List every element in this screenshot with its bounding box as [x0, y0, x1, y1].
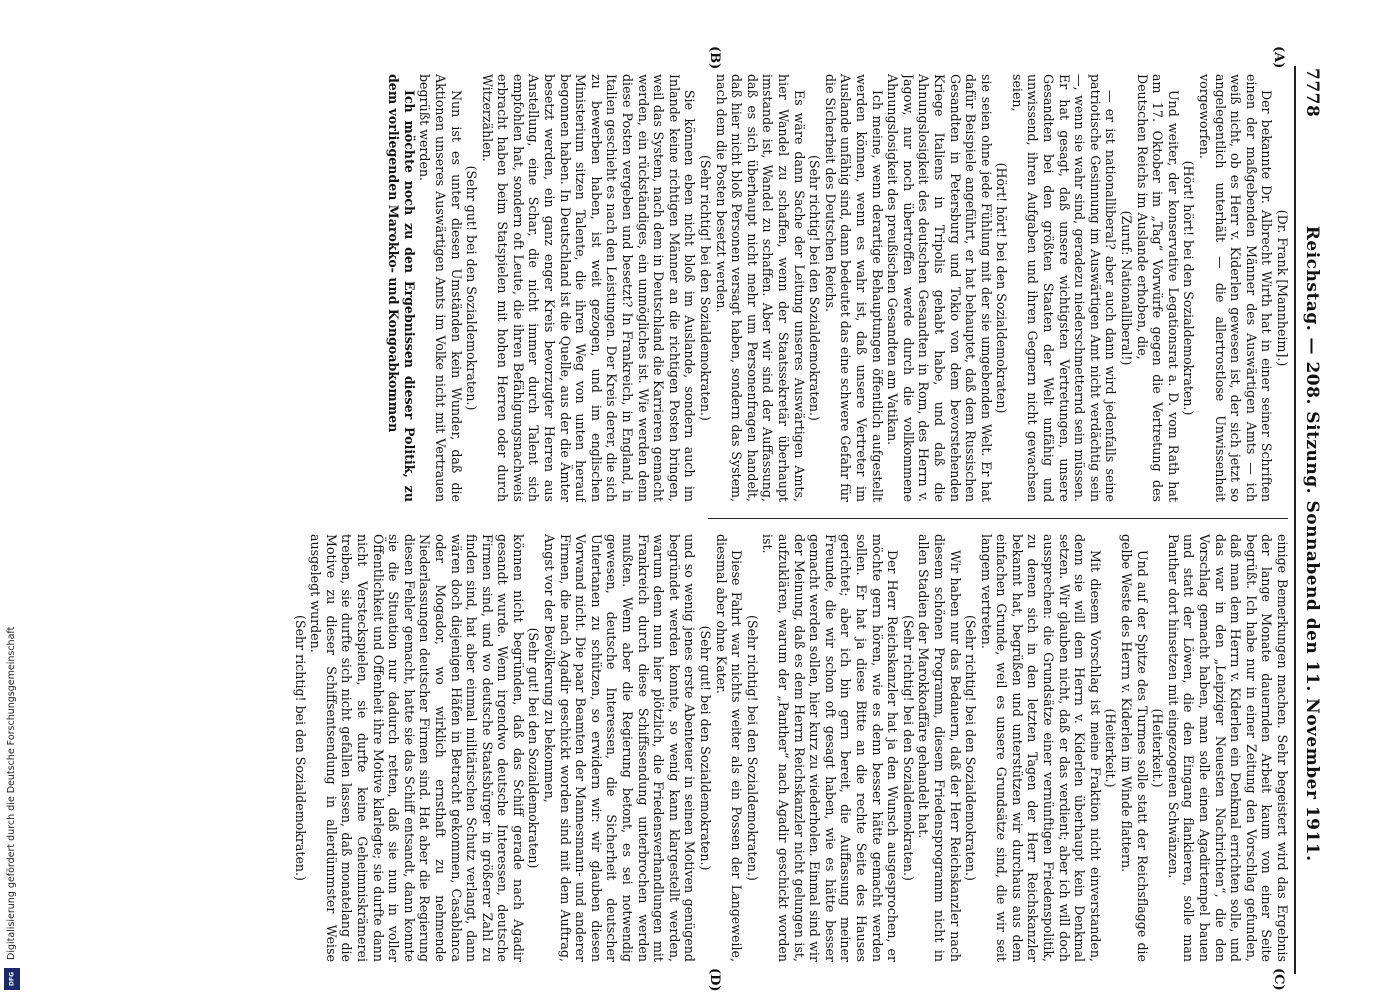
- interjection: (Hört! hört! bei den Sozialdemokraten.): [1181, 160, 1197, 416]
- column-divider: [708, 518, 1288, 519]
- right-column: [110, 534, 1290, 962]
- paragraph: können nicht begründen, daß das Schiff gerade nach Agadir gesandt wurde. Wenn irgendwo deutsche Interessen, deutsche Firmen sind, und wo deutsche Staatsbürger in größerer Zahl zu finden sind, hat aber einmal militärischen Schutz verlangt, dann wären doch diejenigen Häfen in Betracht gekommen, Casablanca oder Mogador, wo wirklich ernsthaft zu nehmende Niederlassungen deutscher Firmen sind. Hat aber die Regierung diesen Fehler gemacht, hatte sie das Schiff entsandt, dann konnte sie die Situation nur dadurch retten, daß sie nun in voller Öffentlichkeit und Offenheit ihre Motive klarlegte; sie durfte dann nicht Versteckspielen, sie durfte keine Geheimniskrämerei treiben, sie durfte sich nicht gefallen lassen, daß monatelang die Motive zu dieser Schiffsentsendung in allerdümmster Weise ausgelegt wurden.: [308, 534, 526, 962]
- interjection: (Sehr gut! bei den Sozialdemokraten.): [698, 625, 714, 871]
- paragraph: Sie können eben nicht bloß im Auslande, sondern auch im Inlande keine richtigen Männer an die richtigen Posten bringen, weil das System, nach dem in Deutschland die Karrieren gemacht werden, ein rückständiges, ein unmögliches ist. Wie werden denn diese Posten vergeben und besetzt? In Frankreich, in England, in Italien geschieht es nach den Leistungen. Der Kreis derer, die sich zu bewerben haben, ist weit gezogen, und im englischen Ministerium sitzen Talente, die ihren Weg von unten herauf begonnen haben. In Deutschland ist die Quelle, aus der die Ämter besetzt werden, ein ganz enger Kreis bevorzugter Herren aus Anstellung, eine Schar, die nicht immer durch Talent sich empfohlen hat, sondern oft Leute, die ihren Befähigungsnachweis erbracht haben beim Statspielen mit hohen Herren oder durch Witzerzählen.: [479, 74, 698, 502]
- margin-marker-b: (B): [707, 46, 722, 70]
- scanned-page: [58, 40, 1330, 1000]
- interjection: (Heiterkeit.): [1103, 708, 1119, 788]
- paragraph: Mit diesem Vorschlag ist meine Fraktion nicht einverstanden, denn sie will dem Herrn v. Kiderlen überhaupt kein Denkmal setzen. Wir glauben nicht, daß er das verdient; aber ich will doch aussprechen: die Grundsätze einer vernünftigen Friedenspolitik, zu denen sich in den letzten Tagen der Herr Reichskanzler bekannt hat, begrüßen und unterstützen wir durchaus aus dem einfachen Grunde, weil es unsere Grundsätze sind, die wir seit langem vertreten.: [978, 534, 1103, 962]
- paragraph: Der bekannte Dr. Albrecht Wirth hat in einer seiner Schriften einen der maßgebenden Männer des Auswärtigen Amts — ich weiß nicht, ob es Herr v. Kiderlen gewesen ist, der sich jetzt so angelegentlich unterhält — die allertrostlose Unwissenheit vorgeworfen.: [1197, 74, 1275, 502]
- paragraph: Wir haben nur das Bedauern, daß der Herr Reichskanzler nach diesem schönen Programm, diesem Friedensprogramm nicht in allen Stadien der Marokkoaffäre gehandelt hat.: [916, 534, 963, 962]
- credit-text: Digitalisierung gefördert durch die Deutsche Forschungsgemeinschaft: [6, 626, 17, 960]
- left-column: [110, 74, 1290, 502]
- paragraph: und so wenig jenes erste Abenteuer in seinen Motiven genügend begründet werden konnte, so wenig kann klargestellt werden, warum denn nun hier plötzlich, die Friedensverhandlungen mit Frankreich durch diese Schiffssendung unterbrochen werden mußten. Wenn aber die Regierung betont, es sei notwendig gewesen, deutsche Interessen, die Sicherheit deutscher Untertanen zu schützen, so erwidern wir: wir glauben diesen Vorwand nicht. Die paar Beamten der Mannesmann- und anderer Firmen, die nach Agadir geschickt worden sind mit dem Auftrag, Angst vor der Bevölkerung zu bekommen,: [542, 534, 698, 962]
- paragraph: Und weiter, der konservative Legationsrat a. D. vom Rath hat am 17. Oktober im „Tag“ Vorwürfe gegen die Vertretung des Deutschen Reichs im Auslande erhoben, die,: [1134, 74, 1181, 502]
- paragraph: Und auf der Spitze des Turmes solle statt der Reichsflagge die gelbe Weste des Herrn v. Kiderlen im Winde flattern.: [1119, 534, 1150, 962]
- paragraph: Der Herr Reichskanzler hat ja den Wunsch ausgesprochen, er möchte gern hören, wie es denn besser hätte gemacht werden sollen. Er hat ja diese Bitte an die rechte Seite des Hauses gerichtet; aber ich bin gern bereit, die Auffassung meiner Freunde, die wir schon oft gesagt haben, wie es hätte besser gemacht werden sollen, hier kurz zu wiederholen. Einmal sind wir der Meinung, daß es dem Herrn Reichskanzler nicht gelungen ist, aufzuklären, warum der „Panther“ nach Agadir geschickt worden ist.: [760, 534, 901, 962]
- paragraph: einige Bemerkungen machen. Sehr begeistert wird das Ergebnis der lange Monate dauernden Arbeit kaum von einer Seite begrüßt. Ich habe nur in einer Zeitung den Vorschlag gefunden, daß man dem Herrn v. Kiderlen ein Denkmal errichten solle, und das war in den „Leipziger Neuesten Nachrichten“, die den Vorschlag gemacht haben, man solle einen Agadirtempel bauen und statt der Löwen, die den Eingang flankieren, solle man Panther dort hinsetzen mit eingezogenen Schwänzen.: [1165, 534, 1290, 962]
- header-rule: [1295, 66, 1297, 974]
- margin-marker-c: (C): [1271, 968, 1286, 991]
- paragraph: — er ist nationalliberal? aber auch dann wird jedenfalls seine patriotische Gesinnung im Auswärtigen Amt nicht verdächtig sein —, wenn sie wahr sind, geradezu niederschmetternd sein müssen. Er hat gesagt, daß unsere wichtigsten Vertretungen, unsere Gesandten bei den größten Staaten der Welt unfähig und unwissend, ihren Aufgaben und ihren Gegnern nicht gewachsen seien,: [1009, 74, 1119, 502]
- paragraph: sie seien ohne jede Fühlung mit der sie umgebenden Welt. Er hat dafür Beispiele angeführt, er hat behauptet, daß dem Russischen Gesandten in Petersburg und Tokio von dem bevorstehenden Kriege Italiens in Tripolis gehabt habe, und daß die Ahnungslosigkeit des deutschen Gesandten in Rom, des Herrn v. Jagow, nur noch übertroffen werde durch die vollkommene Ahnungslosigkeit des preußischen Gesandten am Vatikan.: [885, 74, 994, 502]
- interjection: (Hört! hört! bei den Sozialdemokraten): [994, 162, 1010, 414]
- page-title: Reichstag. — 208. Sitzung. Sonnabend den 11. November 1911.: [1302, 225, 1322, 862]
- paragraph: Diese Fahrt war nichts weiter als ein Possen der Langeweile, diesmal aber ohne Kater.: [713, 534, 745, 962]
- interjection: (Sehr richtig! bei den Sozialdemokraten.): [963, 615, 979, 881]
- rotated-page: [58, 40, 1330, 1000]
- speaker-label: (Dr. Frank [Mannheim].): [1275, 209, 1290, 367]
- paragraph: Ich meine, wenn derartige Behauptungen öffentlich aufgestellt werden können, wenn es wahr ist, daß unsere Vertreter im Auslande unfähig sind, dann bedeutet das eine schwere Gefahr für die Sicherheit des Deutschen Reichs.: [822, 74, 885, 502]
- interjection: (Sehr richtig! bei den Sozialdemokraten.): [900, 615, 916, 881]
- paragraph: Ich möchte noch zu den Ergebnissen dieser Politik, zu dem vorliegenden Marokko- und Kongoabkommen: [386, 74, 417, 502]
- interjection: (Sehr richtig! bei den Sozialdemokraten.): [698, 155, 714, 421]
- margin-marker-a: (A): [1271, 46, 1286, 69]
- interjection: (Zuruf: Nationalliberal!): [1119, 210, 1135, 366]
- interjection: (Sehr richtig! bei den Sozialdemokraten.): [292, 615, 308, 881]
- interjection: (Heiterkeit.): [1150, 708, 1166, 788]
- paragraph: Nun ist es unter diesen Umständen kein Wunder, daß die Aktionen unseres Auswärtigen Amts im Volke nicht mit Vertrauen begrüßt werden.: [417, 74, 464, 502]
- interjection: (Sehr richtig! bei den Sozialdemokraten.): [807, 155, 823, 421]
- interjection: (Sehr gut! bei den Sozialdemokraten): [526, 627, 542, 869]
- paragraph: Es wäre dann Sache der Leitung unseres Auswärtigen Amts, hier Wandel zu schaffen, wenn der Staatssekretär überhaupt imstande ist, Wandel zu schaffen. Aber wir sind der Auffassung, daß es sich überhaupt nicht mehr um Personenfragen handelt, daß hier nicht bloß Personen versagt haben, sondern das System, nach dem die Posten besetzt werden.: [713, 74, 807, 502]
- interjection: (Sehr richtig! bei den Sozialdemokraten.): [744, 615, 760, 881]
- page-number: 7778: [1302, 68, 1322, 118]
- margin-marker-d: (D): [707, 968, 722, 992]
- page-header: [1298, 68, 1322, 970]
- digitization-credit: [0, 0, 40, 1000]
- dfg-logo: DFG: [4, 968, 20, 990]
- interjection: (Sehr gut! bei den Sozialdemokraten.): [464, 165, 480, 411]
